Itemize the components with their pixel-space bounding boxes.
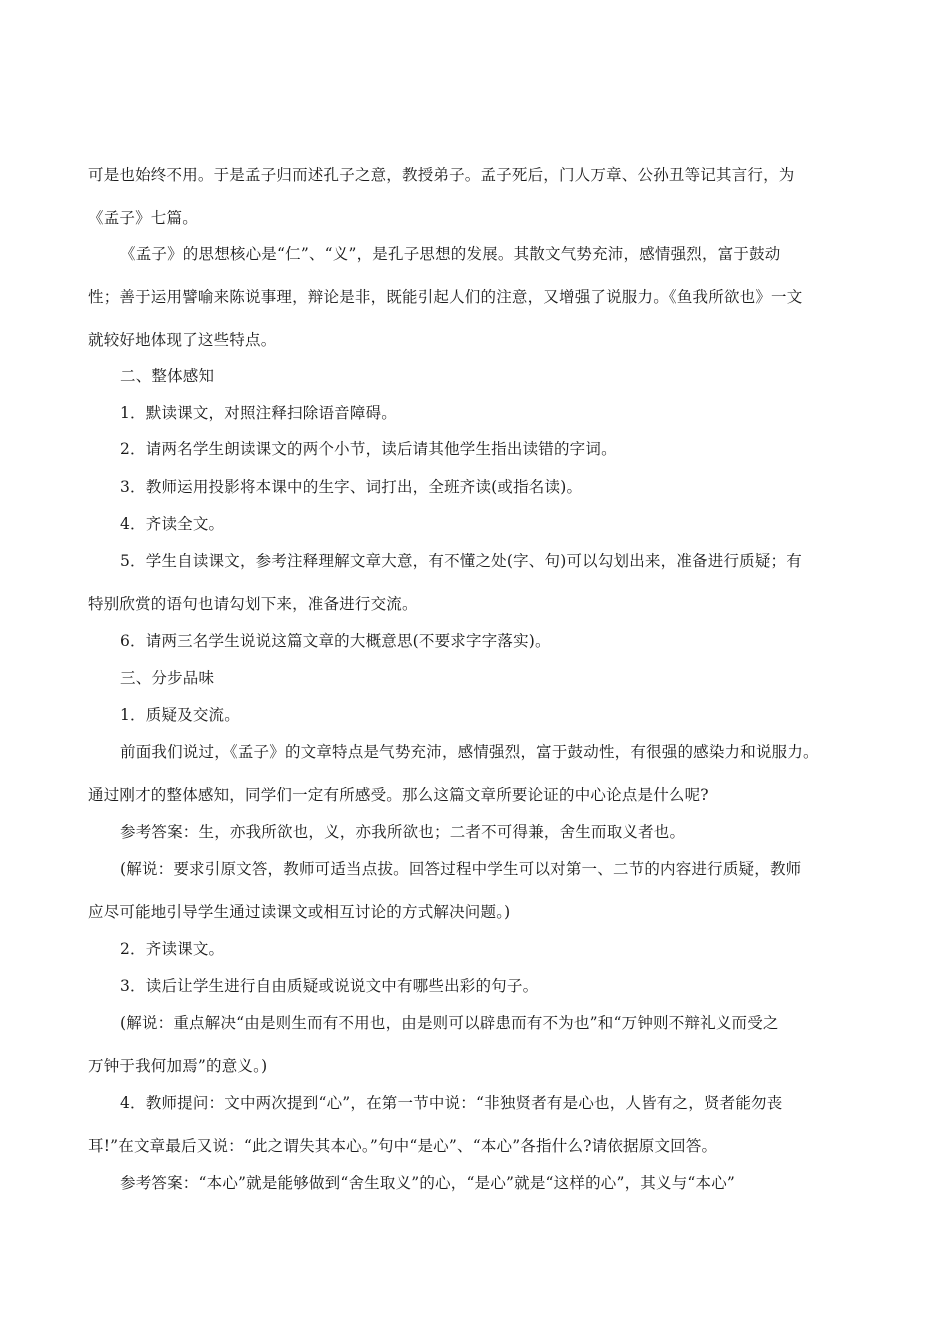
note-line: (解说：重点解决“由是则生而有不用也，由是则可以辟患而有不为也”和“万钟则不辩礼义而受之 [120,1014,779,1032]
note-line: (解说：要求引原文答，教师可适当点拔。回答过程中学生可以对第一、二节的内容进行质疑，教师 [120,860,802,878]
text-line: 特别欣赏的语句也请勾划下来，准备进行交流。 [88,595,418,613]
list-item: 1．默读课文，对照注释扫除语音障碍。 [120,404,397,422]
list-item: 2．请两名学生朗读课文的两个小节，读后请其他学生指出读错的字词。 [120,440,617,458]
list-item: 5．学生自读课文，参考注释理解文章大意，有不懂之处(字、句)可以勾划出来，准备进行质疑；有 [120,552,802,570]
text-line: 万钟于我何加焉”的意义。) [88,1057,268,1075]
list-item: 2．齐读课文。 [120,940,225,958]
paragraph-first-line: 《孟子》的思想核心是“仁”、“义”，是孔子思想的发展。其散文气势充沛，感情强烈，富于鼓动 [120,245,781,263]
text-line: 性；善于运用譬喻来陈说事理，辩论是非，既能引起人们的注意，又增强了说服力。《鱼我所欲也》一文 [88,288,803,306]
text-line: 耳!”在文章最后又说：“此之谓失其本心。”句中“是心”、“本心”各指什么?请依据原文回答。 [88,1137,718,1155]
answer-line: 参考答案：“本心”就是能够做到“舍生取义”的心，“是心”就是“这样的心”，其义与“本心” [120,1174,736,1192]
list-item: 6．请两三名学生说说这篇文章的大概意思(不要求字字落实)。 [120,632,551,650]
section-heading: 二、整体感知 [120,367,215,385]
answer-line: 参考答案：生，亦我所欲也，义，亦我所欲也；二者不可得兼，舍生而取义者也。 [120,823,686,841]
list-item: 3．教师运用投影将本课中的生字、词打出，全班齐读(或指名读)。 [120,478,583,496]
text-line: 通过刚才的整体感知，同学们一定有所感受。那么这篇文章所要论证的中心论点是什么呢? [88,786,709,804]
list-item: 4．齐读全文。 [120,515,225,533]
list-item: 3．读后让学生进行自由质疑或说说文中有哪些出彩的句子。 [120,977,539,995]
section-heading: 三、分步品味 [120,669,215,687]
text-line: 可是也始终不用。于是孟子归而述孔子之意，教授弟子。孟子死后，门人万章、公孙丑等记其言行，为 [88,166,795,184]
list-item: 1．质疑及交流。 [120,706,240,724]
text-line: 就较好地体现了这些特点。 [88,331,277,349]
text-line: 《孟子》七篇。 [88,209,198,227]
paragraph-first-line: 前面我们说过，《孟子》的文章特点是气势充沛，感情强烈，富于鼓动性，有很强的感染力和说服力。 [120,743,819,761]
text-line: 应尽可能地引导学生通过读课文或相互讨论的方式解决问题。) [88,903,511,921]
list-item: 4．教师提问：文中两次提到“心”，在第一节中说：“非独贤者有是心也，人皆有之，贤者能勿丧 [120,1094,783,1112]
